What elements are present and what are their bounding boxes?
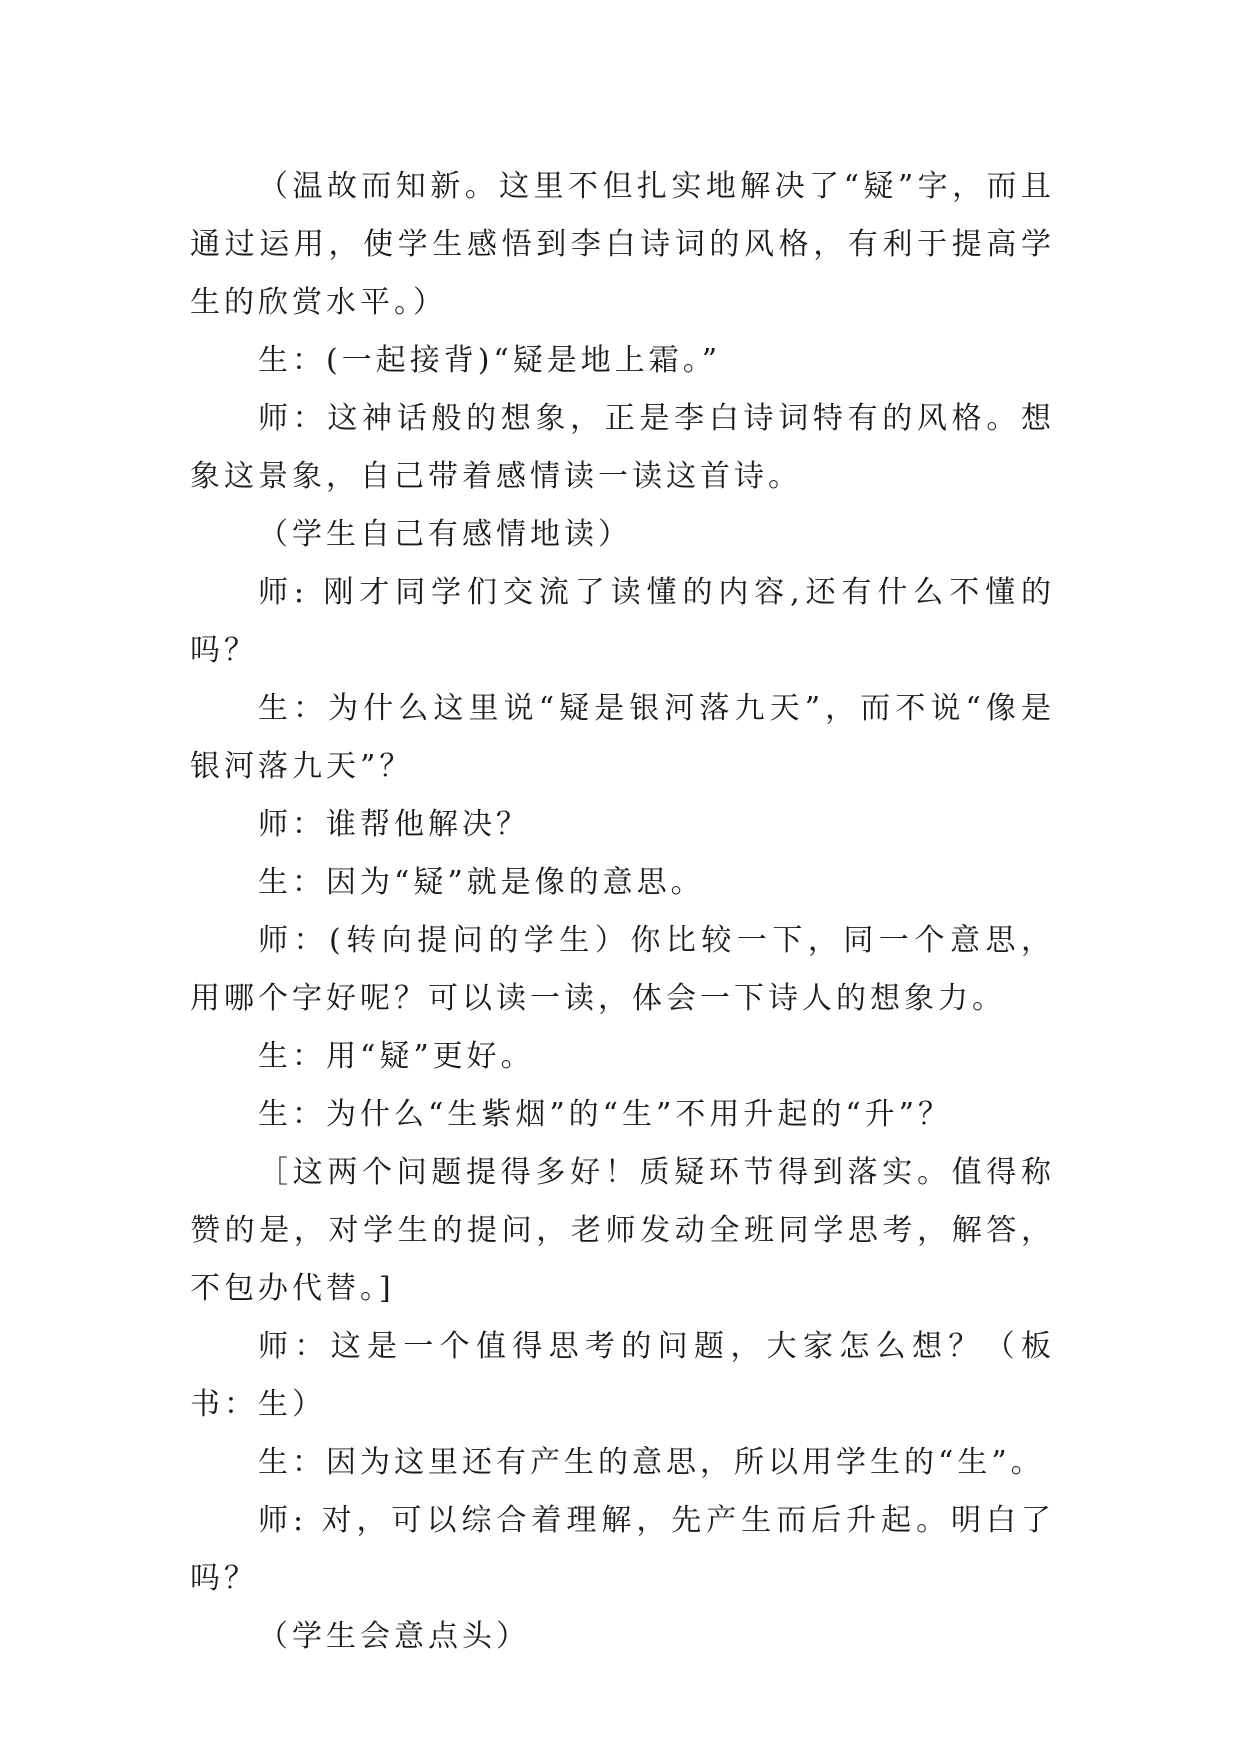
commentary-paragraph: （温故而知新。这里不但扎实地解决了“疑”字，而且通过运用，使学生感悟到李白诗词的风格，有利于提高学生的欣赏水平。） xyxy=(190,169,1055,320)
teacher-line: 师：谁帮他解决？ xyxy=(258,807,530,842)
teacher-line: 师：这神话般的想象，正是李白诗词特有的风格。想象这景象，自己带着感情读一读这首诗。 xyxy=(190,401,1055,494)
student-line: 生：为什么“生紫烟”的“生”不用升起的“升”？ xyxy=(258,1097,953,1132)
student-line: 生：因为“疑”就是像的意思。 xyxy=(258,865,705,900)
commentary-paragraph: ［这两个问题提得多好！质疑环节得到落实。值得称赞的是，对学生的提问，老师发动全班同学思考，解答，不包办代替。] xyxy=(190,1155,1055,1306)
student-line: 生：用“疑”更好。 xyxy=(258,1039,535,1074)
teacher-line: 师：(转向提问的学生）你比较一下，同一个意思，用哪个字好呢？可以读一读，体会一下诗人的想象力。 xyxy=(190,923,1055,1016)
stage-direction: （学生自己有感情地读） xyxy=(258,517,632,552)
teacher-line: 师: 对，可以综合着理解，先产生而后升起。明白了吗？ xyxy=(190,1503,1055,1596)
document-page xyxy=(190,158,1055,1666)
student-line: 生：为什么这里说“疑是银河落九天”，而不说“像是银河落九天”？ xyxy=(190,691,1055,784)
teacher-line: 师: 刚才同学们交流了读懂的内容,还有什么不懂的吗？ xyxy=(190,575,1055,668)
student-line: 生：因为这里还有产生的意思，所以用学生的“生”。 xyxy=(258,1445,1045,1480)
student-line: 生：(一起接背)“疑是地上霜。” xyxy=(258,343,722,378)
stage-direction: （学生会意点头） xyxy=(258,1619,530,1654)
teacher-line: 师：这是一个值得思考的问题，大家怎么想？（板书：生） xyxy=(190,1329,1055,1422)
